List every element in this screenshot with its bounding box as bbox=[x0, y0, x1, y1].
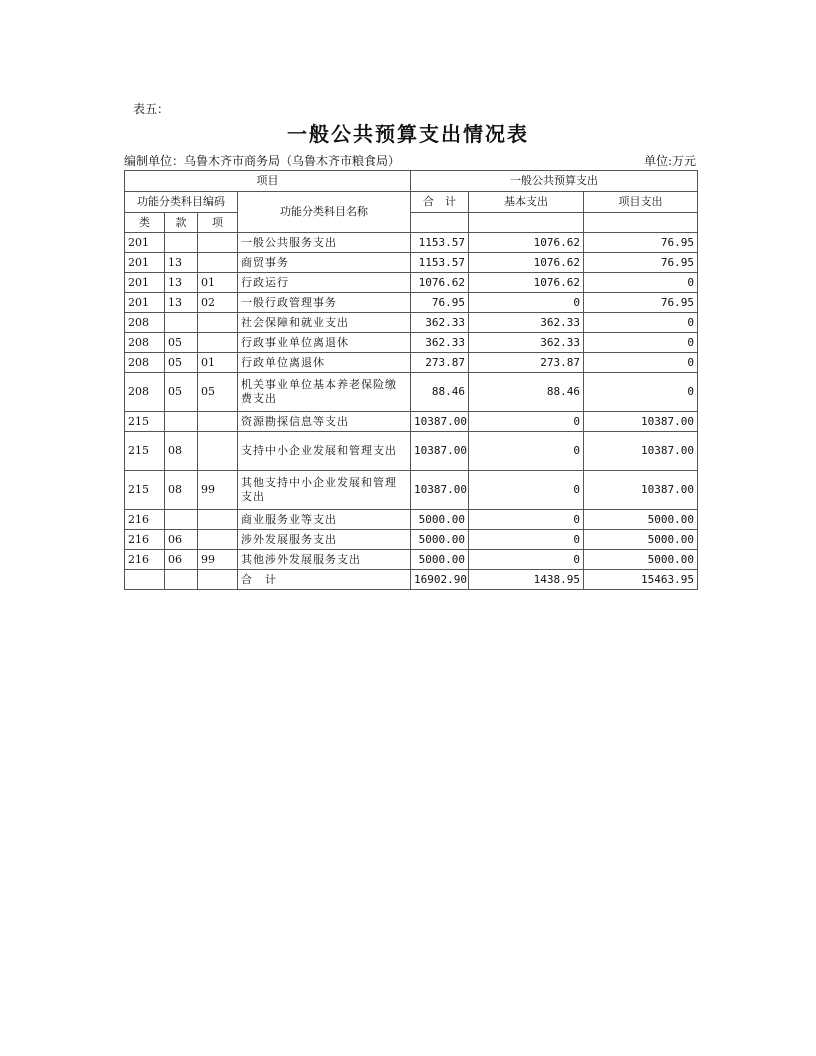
kuan-code bbox=[165, 412, 198, 432]
project-value: 5000.00 bbox=[584, 550, 698, 570]
kuan-code: 06 bbox=[165, 550, 198, 570]
basic-value: 0 bbox=[469, 510, 584, 530]
table-row bbox=[125, 253, 698, 273]
item-name: 其他涉外发展服务支出 bbox=[238, 550, 411, 570]
item-name: 商业服务业等支出 bbox=[238, 510, 411, 530]
kuan-code: 05 bbox=[165, 333, 198, 353]
xiang-code: 05 bbox=[198, 373, 238, 412]
xiang-code bbox=[198, 313, 238, 333]
empty-cell bbox=[165, 570, 198, 590]
item-name: 一般行政管理事务 bbox=[238, 293, 411, 313]
total-value: 5000.00 bbox=[411, 530, 469, 550]
lei-code: 216 bbox=[125, 550, 165, 570]
table-row bbox=[125, 313, 698, 333]
lei-code: 215 bbox=[125, 432, 165, 471]
name-header: 功能分类科目名称 bbox=[238, 192, 411, 233]
lei-code: 201 bbox=[125, 253, 165, 273]
measure-unit: 单位:万元 bbox=[643, 154, 696, 168]
item-name: 涉外发展服务支出 bbox=[238, 530, 411, 550]
lei-code: 216 bbox=[125, 530, 165, 550]
basic-value: 0 bbox=[469, 293, 584, 313]
lei-code: 201 bbox=[125, 273, 165, 293]
table-row bbox=[125, 273, 698, 293]
item-name: 资源勘探信息等支出 bbox=[238, 412, 411, 432]
project-value: 10387.00 bbox=[584, 432, 698, 471]
total-value: 88.46 bbox=[411, 373, 469, 412]
budget-table bbox=[124, 170, 698, 590]
page-title: 一般公共预算支出情况表 bbox=[287, 122, 529, 146]
xiang-code bbox=[198, 432, 238, 471]
kuan-code: 13 bbox=[165, 253, 198, 273]
basic-value: 0 bbox=[469, 432, 584, 471]
project-value: 76.95 bbox=[584, 233, 698, 253]
compiling-unit: 编制单位：乌鲁木齐市商务局（乌鲁木齐市粮食局） bbox=[124, 154, 401, 168]
total-value: 362.33 bbox=[411, 313, 469, 333]
project-value: 0 bbox=[584, 353, 698, 373]
basic-value: 0 bbox=[469, 471, 584, 510]
kuan-code bbox=[165, 233, 198, 253]
basic-value: 88.46 bbox=[469, 373, 584, 412]
header-row-3 bbox=[125, 213, 698, 233]
basic-value: 1076.62 bbox=[469, 233, 584, 253]
item-name: 行政事业单位离退休 bbox=[238, 333, 411, 353]
xiang-code bbox=[198, 333, 238, 353]
kuan-code: 06 bbox=[165, 530, 198, 550]
xiang-code: 02 bbox=[198, 293, 238, 313]
total-label: 合 计 bbox=[238, 570, 411, 590]
table-label: 表五： bbox=[133, 102, 170, 116]
project-value: 10387.00 bbox=[584, 412, 698, 432]
lei-code: 208 bbox=[125, 333, 165, 353]
header-row-2 bbox=[125, 192, 698, 213]
kuan-code: 13 bbox=[165, 293, 198, 313]
total-value: 10387.00 bbox=[411, 471, 469, 510]
table-row bbox=[125, 373, 698, 412]
item-name: 商贸事务 bbox=[238, 253, 411, 273]
total-value: 5000.00 bbox=[411, 510, 469, 530]
kuan-code bbox=[165, 510, 198, 530]
total-value: 5000.00 bbox=[411, 550, 469, 570]
header-row-1 bbox=[125, 171, 698, 192]
lei-code: 201 bbox=[125, 233, 165, 253]
xiang-code: 99 bbox=[198, 550, 238, 570]
xiang-header: 项 bbox=[198, 213, 238, 233]
total-value: 76.95 bbox=[411, 293, 469, 313]
project-value: 76.95 bbox=[584, 293, 698, 313]
xiang-code: 01 bbox=[198, 353, 238, 373]
basic-value: 0 bbox=[469, 550, 584, 570]
project-expense-header: 项目支出 bbox=[584, 192, 698, 213]
project-value: 0 bbox=[584, 313, 698, 333]
total-value: 273.87 bbox=[411, 353, 469, 373]
kuan-header: 款 bbox=[165, 213, 198, 233]
basic-value: 362.33 bbox=[469, 313, 584, 333]
table-row bbox=[125, 412, 698, 432]
grand-project-value: 15463.95 bbox=[584, 570, 698, 590]
table-row bbox=[125, 293, 698, 313]
empty-cell bbox=[469, 213, 584, 233]
lei-code: 208 bbox=[125, 353, 165, 373]
kuan-code: 08 bbox=[165, 432, 198, 471]
project-header: 项目 bbox=[125, 171, 411, 192]
total-header: 合 计 bbox=[411, 192, 469, 213]
total-value: 1153.57 bbox=[411, 233, 469, 253]
project-value: 0 bbox=[584, 373, 698, 412]
project-value: 5000.00 bbox=[584, 510, 698, 530]
xiang-code bbox=[198, 510, 238, 530]
kuan-code: 08 bbox=[165, 471, 198, 510]
table-row bbox=[125, 471, 698, 510]
empty-cell bbox=[584, 213, 698, 233]
basic-value: 0 bbox=[469, 412, 584, 432]
total-value: 1076.62 bbox=[411, 273, 469, 293]
total-value: 1153.57 bbox=[411, 253, 469, 273]
xiang-code: 99 bbox=[198, 471, 238, 510]
grand-basic-value: 1438.95 bbox=[469, 570, 584, 590]
xiang-code bbox=[198, 530, 238, 550]
xiang-code bbox=[198, 253, 238, 273]
kuan-code bbox=[165, 313, 198, 333]
xiang-code bbox=[198, 412, 238, 432]
item-name: 其他支持中小企业发展和管理支出 bbox=[238, 471, 411, 510]
kuan-code: 05 bbox=[165, 353, 198, 373]
code-group-header: 功能分类科目编码 bbox=[125, 192, 238, 213]
xiang-code: 01 bbox=[198, 273, 238, 293]
budget-group-header: 一般公共预算支出 bbox=[411, 171, 698, 192]
xiang-code bbox=[198, 233, 238, 253]
lei-code: 215 bbox=[125, 471, 165, 510]
empty-cell bbox=[411, 213, 469, 233]
kuan-code: 05 bbox=[165, 373, 198, 412]
item-name: 行政单位离退休 bbox=[238, 353, 411, 373]
lei-code: 208 bbox=[125, 313, 165, 333]
table-row bbox=[125, 530, 698, 550]
table-row bbox=[125, 550, 698, 570]
item-name: 机关事业单位基本养老保险缴费支出 bbox=[238, 373, 411, 412]
empty-cell bbox=[125, 570, 165, 590]
table-row bbox=[125, 432, 698, 471]
item-name: 支持中小企业发展和管理支出 bbox=[238, 432, 411, 471]
project-value: 0 bbox=[584, 273, 698, 293]
item-name: 行政运行 bbox=[238, 273, 411, 293]
grand-total-value: 16902.90 bbox=[411, 570, 469, 590]
basic-value: 362.33 bbox=[469, 333, 584, 353]
basic-value: 1076.62 bbox=[469, 273, 584, 293]
table-row bbox=[125, 233, 698, 253]
project-value: 5000.00 bbox=[584, 530, 698, 550]
total-row bbox=[125, 570, 698, 590]
item-name: 社会保障和就业支出 bbox=[238, 313, 411, 333]
total-value: 362.33 bbox=[411, 333, 469, 353]
basic-value: 0 bbox=[469, 530, 584, 550]
lei-header: 类 bbox=[125, 213, 165, 233]
project-value: 10387.00 bbox=[584, 471, 698, 510]
project-value: 0 bbox=[584, 333, 698, 353]
total-value: 10387.00 bbox=[411, 432, 469, 471]
table-row bbox=[125, 353, 698, 373]
kuan-code: 13 bbox=[165, 273, 198, 293]
basic-value: 1076.62 bbox=[469, 253, 584, 273]
table-row bbox=[125, 333, 698, 353]
lei-code: 216 bbox=[125, 510, 165, 530]
basic-header: 基本支出 bbox=[469, 192, 584, 213]
lei-code: 215 bbox=[125, 412, 165, 432]
table-row bbox=[125, 510, 698, 530]
lei-code: 201 bbox=[125, 293, 165, 313]
empty-cell bbox=[198, 570, 238, 590]
project-value: 76.95 bbox=[584, 253, 698, 273]
basic-value: 273.87 bbox=[469, 353, 584, 373]
item-name: 一般公共服务支出 bbox=[238, 233, 411, 253]
total-value: 10387.00 bbox=[411, 412, 469, 432]
lei-code: 208 bbox=[125, 373, 165, 412]
